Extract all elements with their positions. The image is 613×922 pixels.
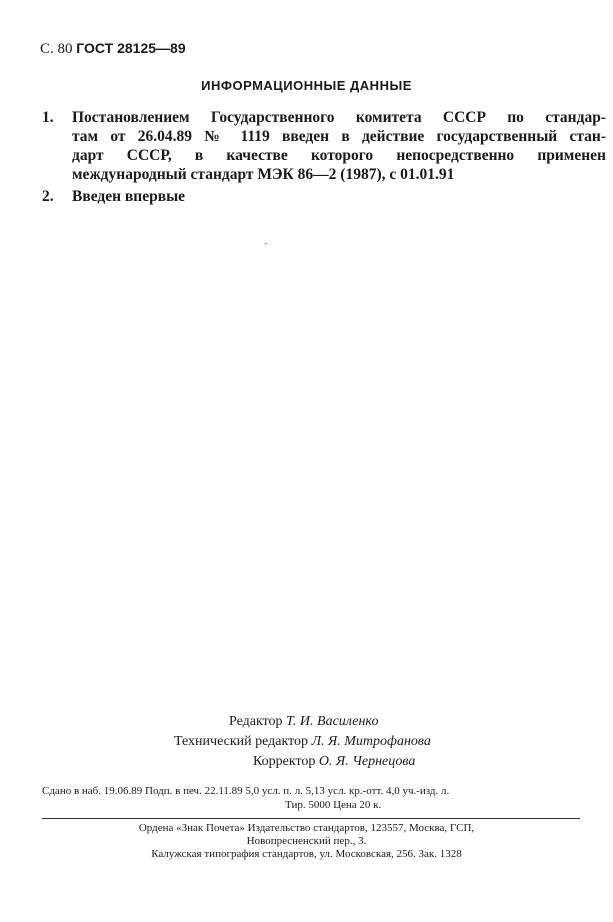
divider: [42, 818, 580, 819]
publisher-line-1: Ордена «Знак Почета» Издательство стандартов, 123557, Москва, ГСП,: [138, 822, 475, 834]
credit-name: Л. Я. Митрофанова: [311, 734, 431, 749]
credit-tech-editor: [174, 732, 431, 752]
credit-editor: [229, 712, 378, 732]
credit-role: Редактор: [229, 714, 283, 729]
item-number: 2.: [42, 188, 54, 205]
credit-name: Т. И. Василенко: [286, 714, 379, 729]
item-text: [72, 108, 606, 184]
item-number: 1.: [42, 109, 54, 126]
item-line: там от 26.04.89 № 1119 введен в действие государственный стан-: [72, 128, 606, 145]
page-number: С. 80: [40, 41, 73, 57]
publisher-line-3: Калужская типография стандартов, ул. Московская, 256. Зак. 1328: [151, 848, 462, 860]
item-line: Введен впервые: [72, 188, 186, 205]
credit-role: Корректор: [253, 754, 316, 769]
print-speck: [265, 243, 267, 244]
gost-number: ГОСТ 28125—89: [76, 40, 186, 56]
publisher-line-2: Новопресненский пер., 3.: [246, 835, 367, 847]
credit-role: Технический редактор: [174, 734, 309, 749]
publisher-info: [0, 822, 613, 861]
item-text: [72, 187, 606, 206]
item-line: Постановлением Государственного комитета СССР по стандар-: [72, 109, 606, 126]
item-line: дарт СССР, в качестве которого непосредственно применен: [72, 147, 606, 164]
credit-corrector: [253, 752, 415, 772]
item-line: международный стандарт МЭК 86—2 (1987), с 01.01.91: [72, 166, 455, 183]
imprint-line-2: Тир. 5000 Цена 20 к.: [285, 799, 382, 811]
print-imprint: [42, 784, 582, 811]
credit-name: О. Я. Чернецова: [318, 754, 416, 769]
page-header: [40, 40, 186, 58]
section-title: ИНФОРМАЦИОННЫЕ ДАННЫЕ: [201, 78, 412, 93]
imprint-line-1: Сдано в наб. 19.06.89 Подп. в печ. 22.11.89 5,0 усл. п. л. 5,13 усл. кр.-отт. 4,0 уч.-изд. л.: [42, 785, 450, 797]
